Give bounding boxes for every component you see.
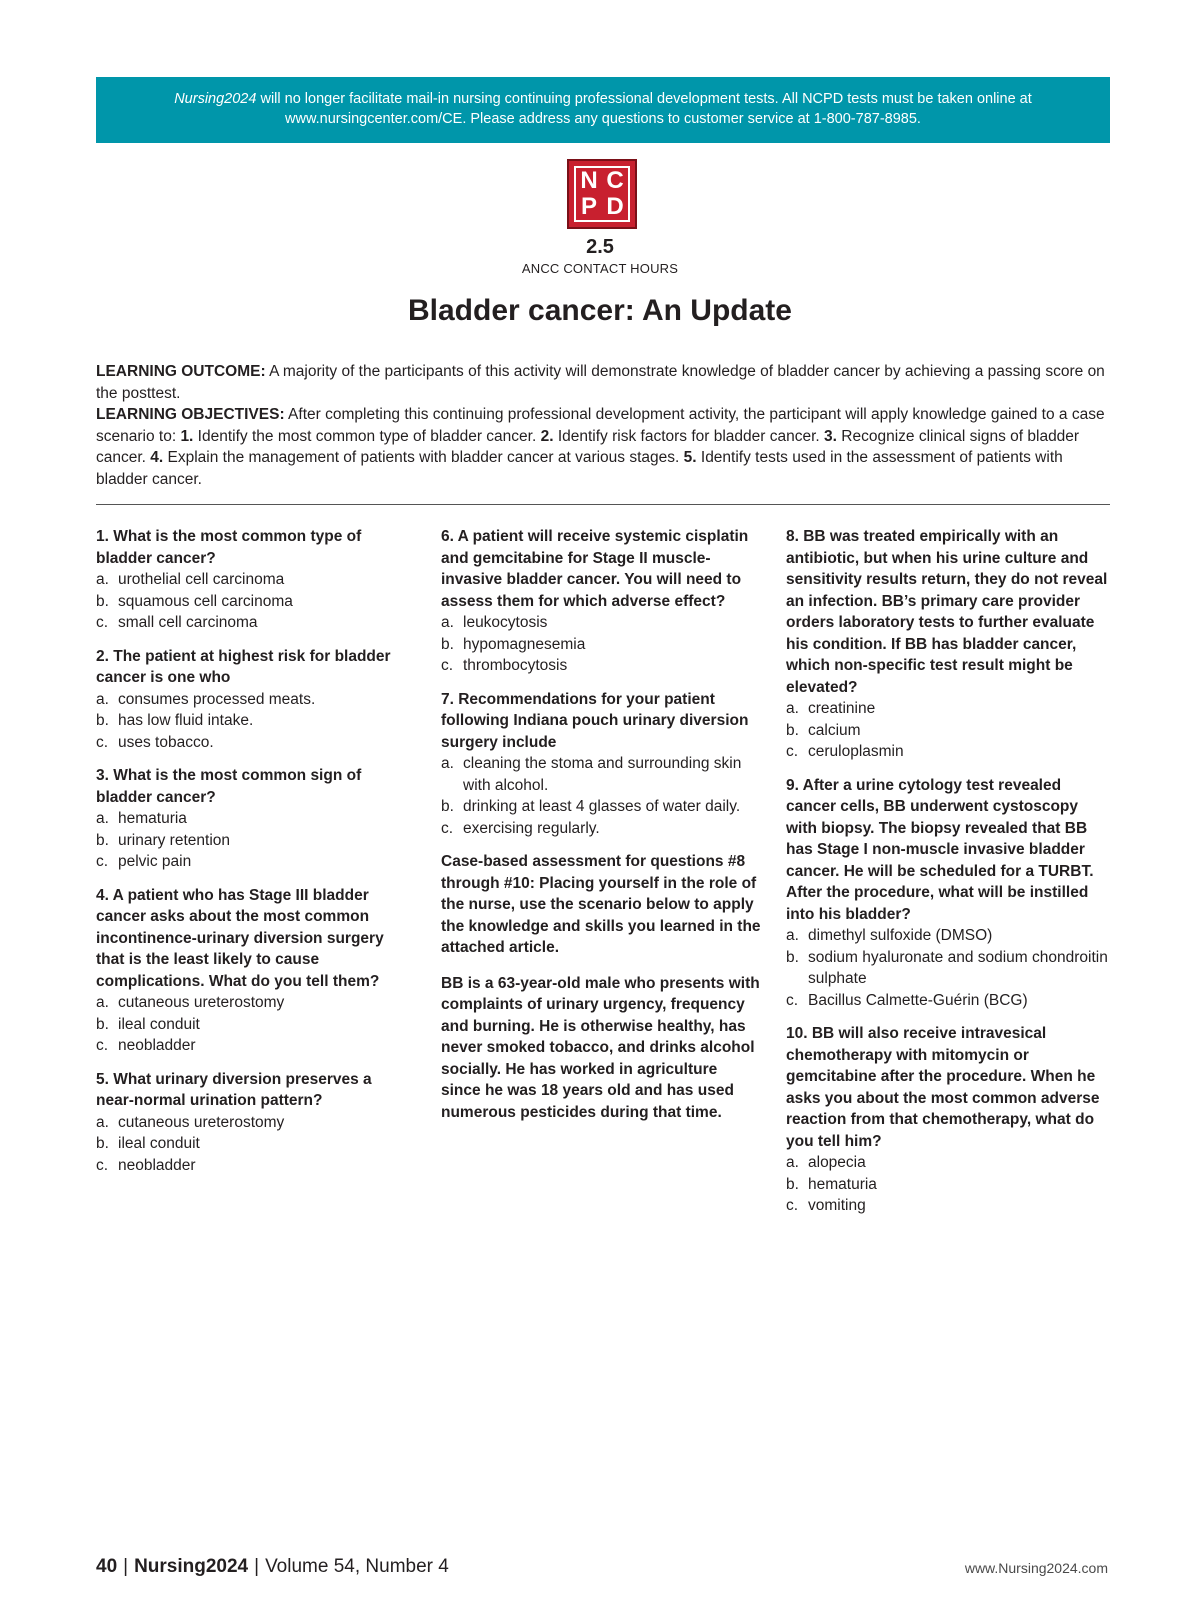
objectives-label: LEARNING OBJECTIVES: <box>96 406 285 423</box>
question-1 <box>96 526 406 634</box>
option-text: hematuria <box>118 810 187 827</box>
option-letter: a. <box>441 614 454 631</box>
option-text: alopecia <box>808 1154 866 1171</box>
footer-separator: | <box>254 1556 260 1577</box>
case-scenario: BB is a 63-year-old male who presents with complaints of urinary urgency, frequency and burning. He is otherwise healthy, has never smoked tobacco, and drinks alcohol socially. He has worked in agriculture since he was 18 years old and has used numerous pesticides during that time. <box>441 974 760 1121</box>
logo-letter: D <box>606 193 624 220</box>
option-text: pelvic pain <box>118 853 192 870</box>
page-title: Bladder cancer: An Update <box>408 294 792 327</box>
objective-text: Identify tests used in the assessment of patients with bladder cancer. <box>96 449 1063 488</box>
option-text: uses tobacco. <box>118 733 214 751</box>
answer-option <box>96 1014 406 1036</box>
answer-option <box>786 720 1110 742</box>
question-stem: 5. What urinary diversion preserves a near-normal urination pattern? <box>96 1070 372 1109</box>
option-text: calcium <box>808 721 861 739</box>
question-4 <box>96 885 406 1057</box>
option-letter: a. <box>96 1113 109 1131</box>
answer-option <box>96 851 406 873</box>
option-text: Bacillus Calmette-Guérin (BCG) <box>808 991 1028 1009</box>
answer-option <box>441 634 761 656</box>
learning-outcome <box>96 361 1110 404</box>
objective-text: Identify risk factors for bladder cancer. <box>553 427 825 445</box>
option-letter: b. <box>441 635 454 653</box>
footer-magazine: Nursing2024 <box>134 1556 249 1577</box>
answer-option <box>96 1112 406 1134</box>
option-text: has low fluid intake. <box>118 712 254 729</box>
option-letter: b. <box>96 592 109 610</box>
outcome-text: A majority of the participants of this activity will demonstrate knowledge of bladder cancer by achieving a passing score on the posttest. <box>96 363 1105 402</box>
option-letter: c. <box>96 853 109 870</box>
option-letter: c. <box>786 991 799 1009</box>
answer-option <box>96 710 406 732</box>
page-number: 40 <box>96 1556 118 1577</box>
option-letter: a. <box>786 927 799 944</box>
question-3 <box>96 765 406 873</box>
answer-option <box>96 732 406 754</box>
divider <box>96 504 1110 505</box>
answer-option <box>96 612 406 634</box>
option-letter: a. <box>96 690 109 708</box>
case-intro: Case-based assessment for questions #8 through #10: Placing yourself in the role of the nurse, use the scenario below to apply the knowledge and skills you learned in the attached article. <box>441 853 761 956</box>
option-text: drinking at least 4 glasses of water daily. <box>463 798 741 815</box>
page-footer <box>96 1556 449 1578</box>
question-9 <box>786 775 1110 1012</box>
question-stem: 10. BB will also receive intravesical chemotherapy with mitomycin or gemcitabine after the procedure. When he asks you about the most common adverse reaction from that chemotherapy, what do you tell him? <box>786 1025 1100 1150</box>
logo-letter: P <box>580 193 597 220</box>
option-text: cutaneous ureterostomy <box>118 1113 285 1131</box>
answer-option <box>786 1152 1110 1174</box>
column-3 <box>786 526 1110 1229</box>
answer-option <box>96 689 406 711</box>
option-letter: c. <box>96 614 109 631</box>
objective-num: 2. <box>540 427 554 445</box>
option-text: ileal conduit <box>118 1135 200 1152</box>
option-text: leukocytosis <box>463 614 548 631</box>
column-2 <box>441 526 761 1137</box>
objective-num: 1. <box>180 427 194 445</box>
question-stem: 2. The patient at highest risk for bladder cancer is one who <box>96 647 391 686</box>
objective-num: 3. <box>824 427 837 445</box>
option-text: neobladder <box>118 1156 196 1174</box>
answer-option <box>786 1195 1110 1217</box>
option-text: neobladder <box>118 1037 196 1054</box>
option-letter: a. <box>96 571 109 588</box>
option-letter: c. <box>96 1037 109 1054</box>
option-letter: b. <box>786 948 799 966</box>
option-text: dimethyl sulfoxide (DMSO) <box>808 927 993 944</box>
answer-option <box>786 947 1110 990</box>
answer-option <box>441 655 761 677</box>
answer-option <box>786 698 1110 720</box>
column-1 <box>96 526 406 1188</box>
option-text: consumes processed meats. <box>118 690 316 708</box>
answer-option <box>786 741 1110 763</box>
answer-option <box>96 1133 406 1155</box>
ncpd-logo <box>567 159 637 229</box>
option-letter: a. <box>786 1154 799 1171</box>
answer-option <box>441 796 761 818</box>
option-text: cutaneous ureterostomy <box>118 994 285 1011</box>
answer-option <box>96 1035 406 1057</box>
option-letter: c. <box>441 819 454 837</box>
learning-intro <box>96 361 1110 490</box>
option-letter: c. <box>786 1197 799 1214</box>
answer-option <box>441 753 761 796</box>
answer-option <box>96 992 406 1014</box>
option-letter: b. <box>96 1135 109 1152</box>
question-8 <box>786 526 1110 763</box>
option-letter: c. <box>96 1156 109 1174</box>
banner-line1: will no longer facilitate mail-in nursing continuing professional development tests. All NCPD tests must be taken online at <box>256 91 1032 107</box>
footer-issue: Volume 54, Number 4 <box>265 1556 449 1577</box>
question-stem: 7. Recommendations for your patient following Indiana pouch urinary diversion surgery include <box>441 690 749 751</box>
option-letter: b. <box>96 831 109 849</box>
option-text: hypomagnesemia <box>463 635 586 653</box>
option-text: hematuria <box>808 1175 877 1193</box>
contact-hours-value: 2.5 <box>586 236 614 258</box>
contact-hours-label: ANCC CONTACT HOURS <box>521 261 679 276</box>
option-text: urothelial cell carcinoma <box>118 571 285 588</box>
option-letter: a. <box>96 994 109 1011</box>
answer-option <box>786 1174 1110 1196</box>
outcome-label: LEARNING OUTCOME: <box>96 363 266 380</box>
option-text: thrombocytosis <box>463 657 568 674</box>
answer-option <box>441 818 761 840</box>
option-letter: b. <box>441 798 454 815</box>
option-text: ileal conduit <box>118 1015 200 1033</box>
banner-magazine: Nursing2024 <box>174 91 257 107</box>
answer-option <box>96 569 406 591</box>
option-text: exercising regularly. <box>463 819 600 837</box>
answer-option <box>96 591 406 613</box>
option-text: small cell carcinoma <box>118 614 258 631</box>
question-6 <box>441 526 761 677</box>
question-10 <box>786 1023 1110 1217</box>
option-letter: a. <box>441 755 454 772</box>
objective-num: 5. <box>683 449 697 466</box>
option-letter: c. <box>441 657 454 674</box>
objective-text: Identify the most common type of bladder cancer. <box>193 427 541 445</box>
option-text: squamous cell carcinoma <box>118 592 293 610</box>
question-stem: 8. BB was treated empirically with an antibiotic, but when his urine culture and sensitivity results return, they do not reveal an infection. BB’s primary care provider orders laboratory tests to further evaluate his condition. If BB has bladder cancer, which non-specific test result might be elevated? <box>786 528 1108 696</box>
question-stem: 4. A patient who has Stage III bladder cancer asks about the most common incontinence-urinary diversion surgery that is the least likely to cause complications. What do you tell them? <box>96 886 384 990</box>
objective-text: Recognize clinical signs of bladder cancer. <box>96 427 1080 466</box>
answer-option <box>786 990 1110 1012</box>
option-letter: b. <box>786 1175 799 1193</box>
option-text: sodium hyaluronate and sodium chondroitin sulphate <box>808 948 1108 987</box>
question-stem: 6. A patient will receive systemic cisplatin and gemcitabine for Stage II muscle-invasive bladder cancer. You will need to assess them for which adverse effect? <box>441 528 749 610</box>
question-stem: 9. After a urine cytology test revealed cancer cells, BB underwent cystoscopy with biopsy. The biopsy revealed that BB has Stage I non-muscle invasive bladder cancer. He will be scheduled for a TURBT. After the procedure, what will be instilled into his bladder? <box>786 776 1094 923</box>
answer-option <box>96 1155 406 1177</box>
option-letter: c. <box>786 743 799 760</box>
notice-banner <box>96 77 1110 143</box>
question-2 <box>96 646 406 754</box>
option-text: cleaning the stoma and surrounding skin with alcohol. <box>463 755 742 794</box>
question-5 <box>96 1069 406 1177</box>
learning-objectives <box>96 404 1110 490</box>
logo-letter: N <box>580 167 598 194</box>
objectives-text: After completing this continuing professional development activity, the participant will apply knowledge gained to a case scenario to: <box>96 406 1105 445</box>
answer-option <box>96 808 406 830</box>
logo-letter: C <box>606 167 624 194</box>
option-text: creatinine <box>808 700 876 717</box>
answer-option <box>96 830 406 852</box>
question-stem: 1. What is the most common type of bladder cancer? <box>96 528 362 567</box>
objective-text: Explain the management of patients with bladder cancer at various stages. <box>163 449 684 466</box>
option-letter: b. <box>786 721 799 739</box>
question-7 <box>441 689 761 840</box>
option-letter: c. <box>96 733 109 751</box>
option-text: ceruloplasmin <box>808 743 904 760</box>
answer-option <box>441 612 761 634</box>
footer-url: www.Nursing2024.com <box>964 1560 1108 1576</box>
answer-option <box>786 925 1110 947</box>
banner-line2: www.nursingcenter.com/CE. Please address any questions to customer service at 1-800-787-8985. <box>285 111 921 127</box>
option-letter: b. <box>96 1015 109 1033</box>
footer-separator: | <box>123 1556 129 1577</box>
option-text: vomiting <box>808 1197 866 1214</box>
option-text: urinary retention <box>118 831 231 849</box>
objective-num: 4. <box>150 449 164 466</box>
option-letter: a. <box>786 700 799 717</box>
option-letter: a. <box>96 810 109 827</box>
question-stem: 3. What is the most common sign of bladder cancer? <box>96 767 362 806</box>
option-letter: b. <box>96 712 109 729</box>
